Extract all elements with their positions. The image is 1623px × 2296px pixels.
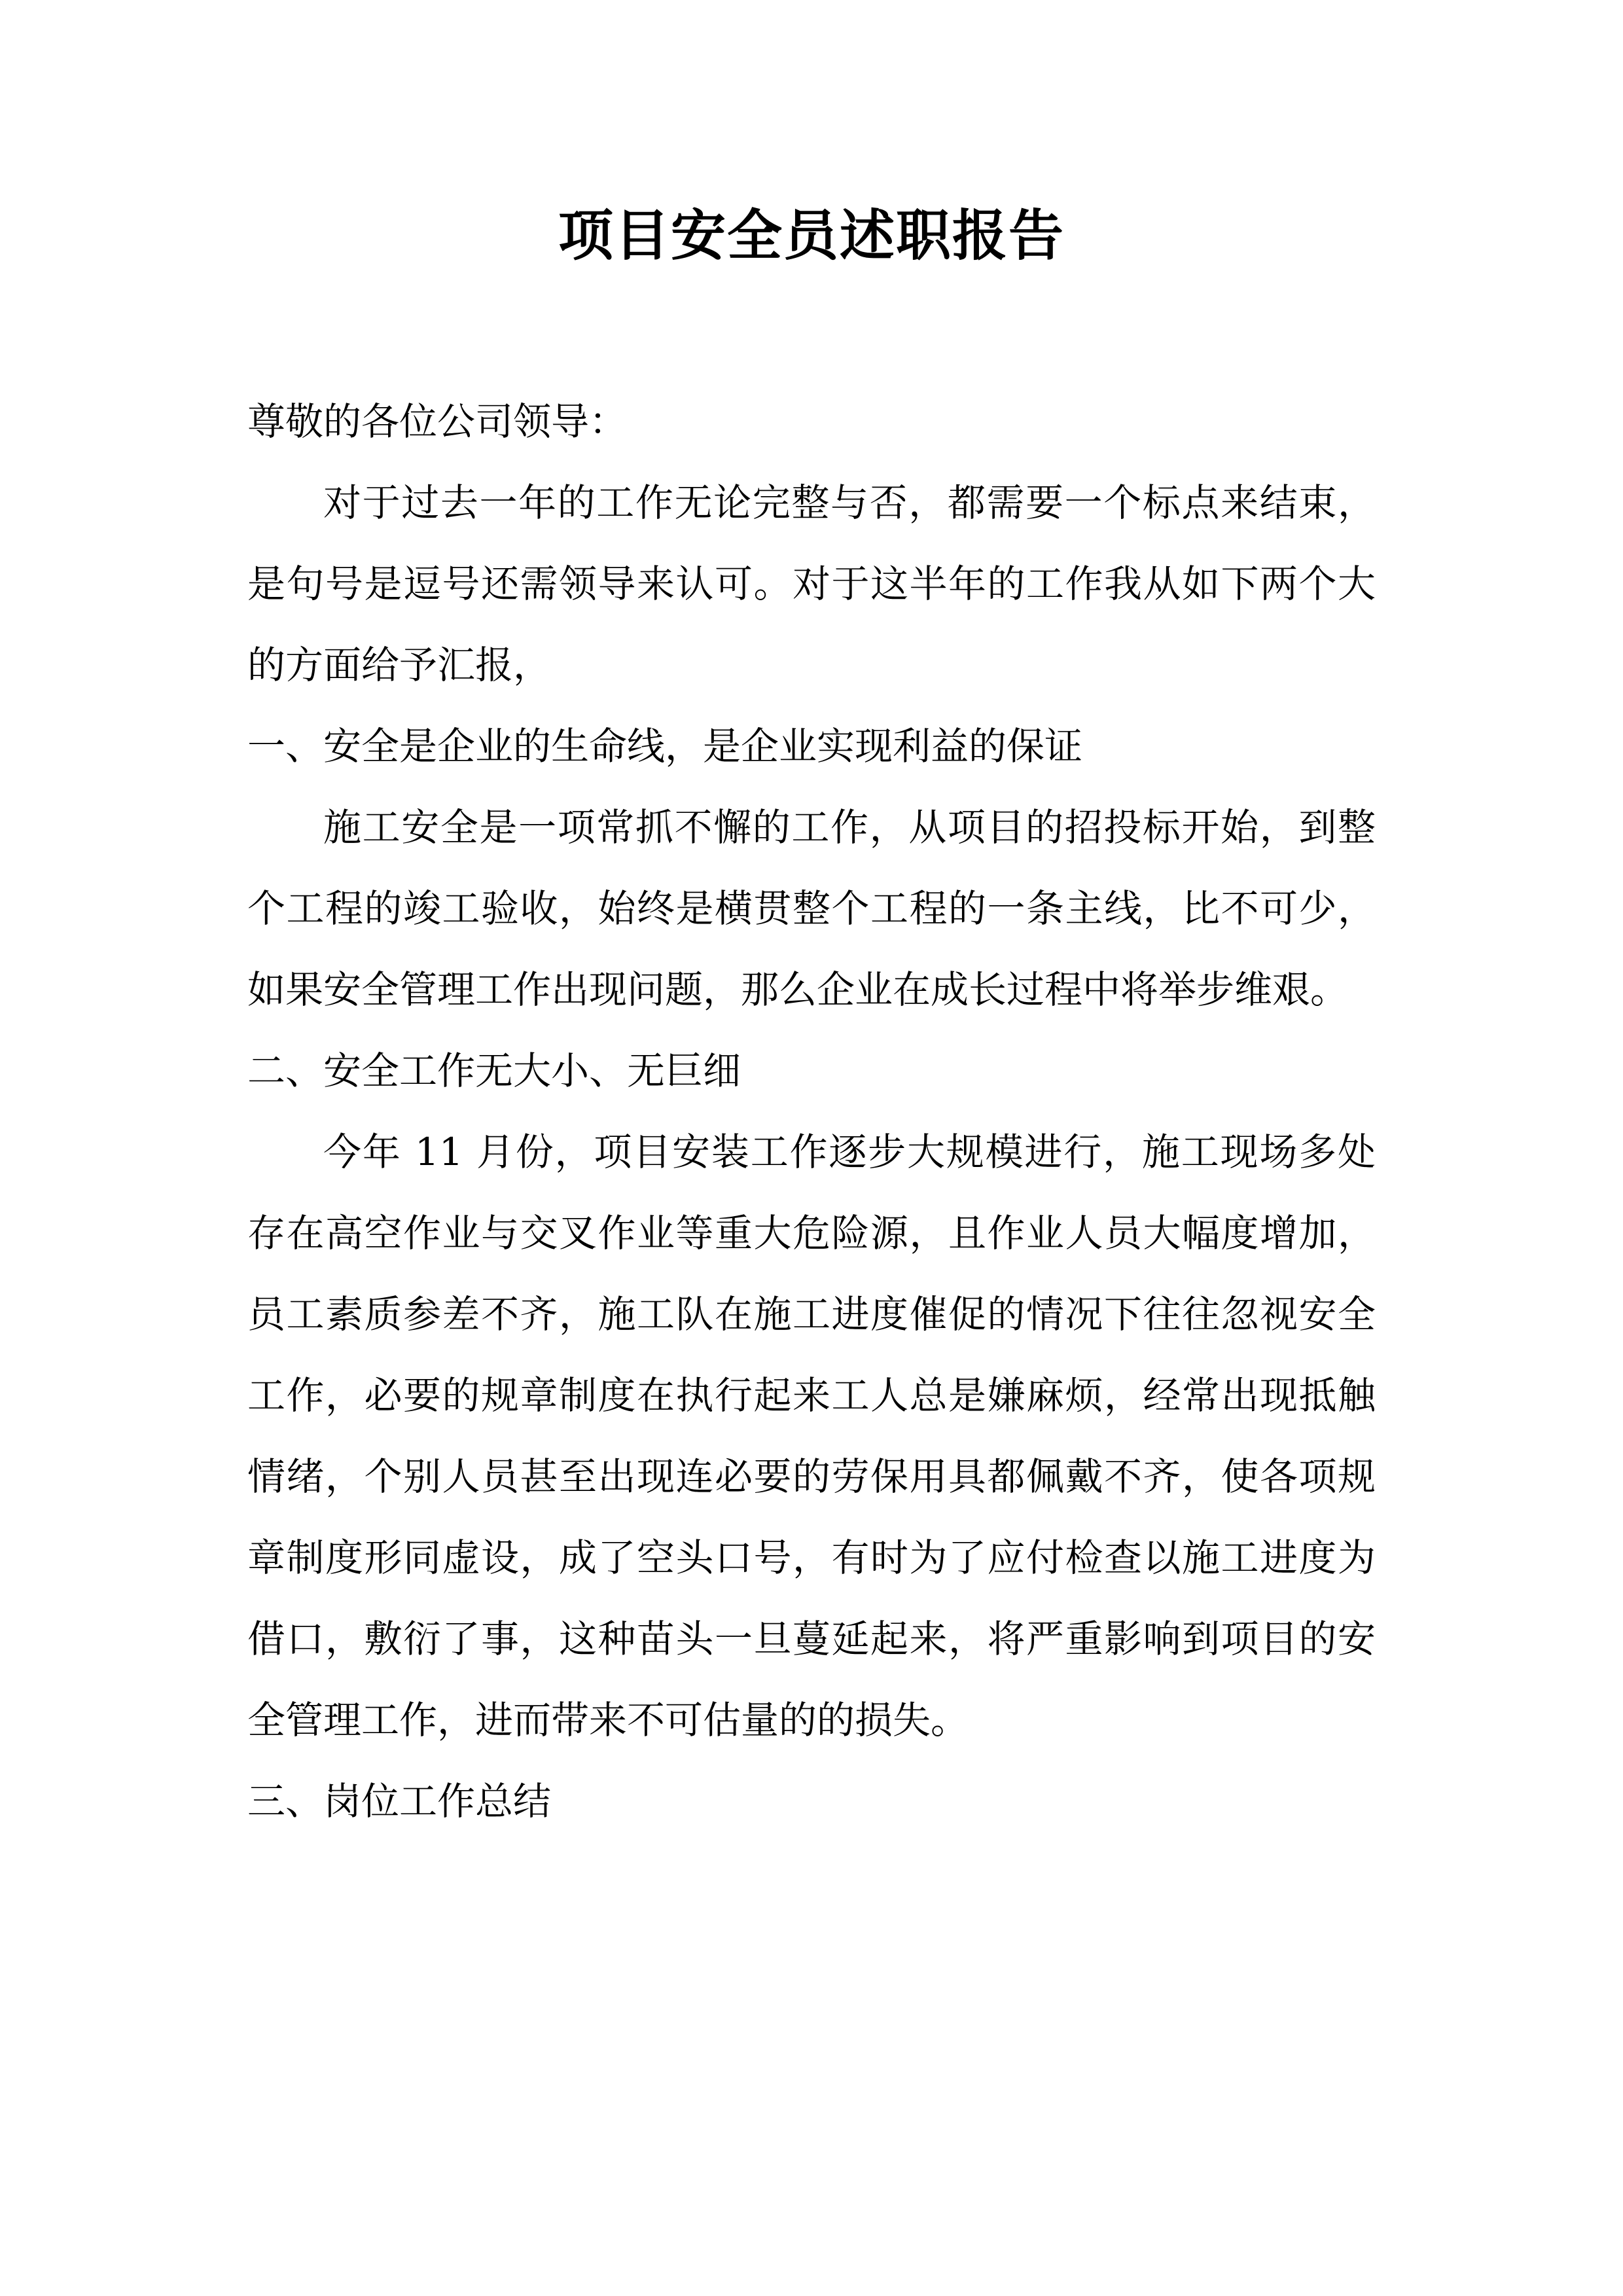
section-1-paragraph: 施工安全是一项常抓不懈的工作，从项目的招投标开始，到整个工程的竣工验收，始终是横贯整个工程的一条主线，比不可少，如果安全管理工作出现问题，那么企业在成长过程中将举步维艰。 bbox=[247, 805, 1376, 1012]
section-heading-3: 三、岗位工作总结 bbox=[247, 1779, 552, 1823]
section-heading-2: 二、安全工作无大小、无巨细 bbox=[247, 1049, 741, 1093]
document-title: 项目安全员述职报告 bbox=[558, 203, 1065, 268]
document-page bbox=[247, 0, 1376, 2296]
document-body bbox=[247, 381, 1376, 1842]
salutation: 尊敬的各位公司领导： bbox=[247, 399, 628, 444]
section-2-paragraph: 今年 11 月份，项目安装工作逐步大规模进行，施工现场多处存在高空作业与交叉作业等重大危险源，且作业人员大幅度增加，员工素质参差不齐，施工队在施工进度催促的情况下往往忽视安全工作，必要的规章制度在执行起来工人总是嫌麻烦，经常出现抵触情绪，个别人员甚至出现连必要的劳保用具都佩戴不齐，使各项规章制度形同虚设，成了空头口号，有时为了应付检查以施工进度为借口，敷衍了事，这种苗头一旦蔓延起来，将严重影响到项目的安全管理工作，进而带来不可估量的的损失。 bbox=[247, 1130, 1376, 1742]
section-heading-1: 一、安全是企业的生命线，是企业实现利益的保证 bbox=[247, 724, 1083, 768]
intro-paragraph: 对于过去一年的工作无论完整与否，都需要一个标点来结束，是句号是逗号还需领导来认可。对于这半年的工作我从如下两个大的方面给予汇报， bbox=[247, 480, 1376, 687]
